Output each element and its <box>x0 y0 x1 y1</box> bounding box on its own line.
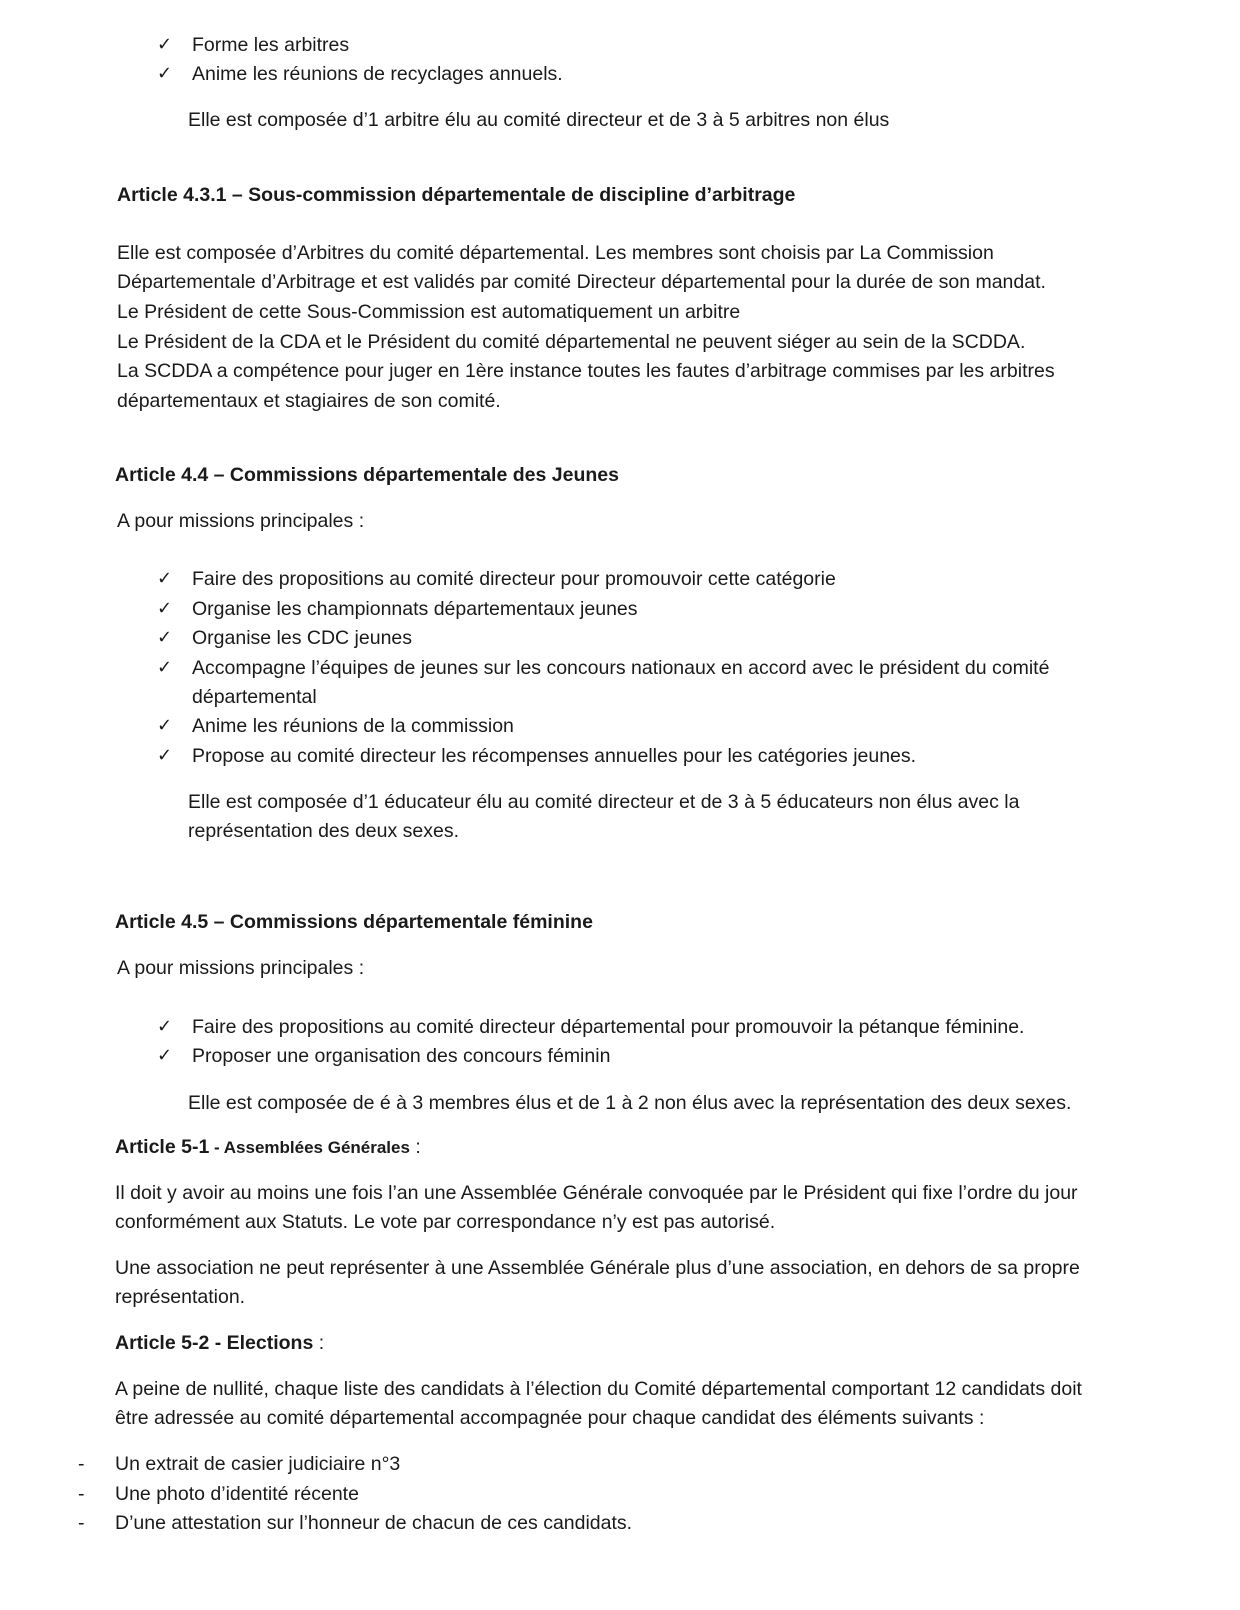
check-icon: ✓ <box>157 745 173 766</box>
paragraph-line: Le Président de cette Sous-Commission est automatiquement un arbitre <box>117 301 741 323</box>
check-icon: ✓ <box>157 715 173 736</box>
list-item: Faire des propositions au comité directeur pour promouvoir cette catégorie <box>192 568 836 590</box>
article-4-5-title: Article 4.5 – Commissions départementale féminine <box>115 911 593 933</box>
article-5-2-title <box>115 1328 324 1358</box>
check-icon: ✓ <box>157 657 173 678</box>
composition-text: Elle est composée de é à 3 membres élus et de 1 à 2 non élus avec la représentation des deux sexes. <box>188 1092 1072 1114</box>
intro-text: A pour missions principales : <box>117 957 365 979</box>
list-item: Organise les CDC jeunes <box>192 627 413 649</box>
article-5-1-title <box>115 1132 421 1163</box>
list-item: Anime les réunions de la commission <box>192 715 514 737</box>
intro-text: A pour missions principales : <box>117 510 365 532</box>
check-icon: ✓ <box>157 568 173 589</box>
paragraph-line: Une association ne peut représenter à une Assemblée Générale plus d’une association, en dehors de sa propre <box>115 1257 1080 1279</box>
paragraph-line: Départementale d’Arbitrage et est validés par comité Directeur départemental pour la durée de son mandat. <box>117 271 1046 293</box>
paragraph-line: conformément aux Statuts. Le vote par correspondance n’y est pas autorisé. <box>115 1211 776 1233</box>
paragraph-line: Elle est composée d’Arbitres du comité départemental. Les membres sont choisis par La Commission <box>117 242 994 264</box>
dash-bullet-icon: - <box>78 1453 85 1475</box>
list-item: Proposer une organisation des concours féminin <box>192 1045 611 1067</box>
list-item: Accompagne l’équipes de jeunes sur les concours nationaux en accord avec le président du comité <box>192 657 1050 679</box>
list-item: Anime les réunions de recyclages annuels. <box>192 63 563 85</box>
dash-bullet-icon: - <box>78 1512 85 1534</box>
paragraph-line: Le Président de la CDA et le Président du comité départemental ne peuvent siéger au sein de la SCDDA. <box>117 331 1026 353</box>
article-5-2-colon: : <box>313 1332 325 1354</box>
composition-text: Elle est composée d’1 arbitre élu au comité directeur et de 3 à 5 arbitres non élus <box>188 109 890 131</box>
check-icon: ✓ <box>157 34 173 55</box>
check-icon: ✓ <box>157 1045 173 1066</box>
article-5-1-colon: : <box>409 1136 421 1158</box>
paragraph-line: être adressée au comité départemental accompagnée pour chaque candidat des éléments suivants : <box>115 1407 985 1429</box>
list-item: D’une attestation sur l’honneur de chacun de ces candidats. <box>115 1512 633 1534</box>
article-4-4-title: Article 4.4 – Commissions départementale des Jeunes <box>115 464 619 486</box>
list-item-continuation: départemental <box>192 686 317 708</box>
list-item: Un extrait de casier judiciaire n°3 <box>115 1453 401 1475</box>
composition-text: Elle est composée d’1 éducateur élu au comité directeur et de 3 à 5 éducateurs non élus avec la <box>188 791 1020 813</box>
paragraph-line: représentation. <box>115 1286 246 1308</box>
check-icon: ✓ <box>157 598 173 619</box>
check-icon: ✓ <box>157 1016 173 1037</box>
article-5-1-label: Article 5-1 <box>115 1136 210 1158</box>
paragraph-line: La SCDDA a compétence pour juger en 1ère instance toutes les fautes d’arbitrage commises par les arbitres <box>117 360 1055 382</box>
article-5-1-subtitle: - Assemblées Générales <box>209 1138 410 1157</box>
check-icon: ✓ <box>157 63 173 84</box>
list-item: Faire des propositions au comité directeur départemental pour promouvoir la pétanque féminine. <box>192 1016 1025 1038</box>
paragraph-line: Il doit y avoir au moins une fois l’an une Assemblée Générale convoquée par le Président qui fixe l’ordre du jour <box>115 1182 1078 1204</box>
paragraph-line: départementaux et stagiaires de son comité. <box>117 390 501 412</box>
article-4-3-1-title: Article 4.3.1 – Sous-commission départementale de discipline d’arbitrage <box>117 184 796 206</box>
paragraph-line: A peine de nullité, chaque liste des candidats à l’élection du Comité départemental comportant 12 candidats doit <box>115 1378 1082 1400</box>
dash-bullet-icon: - <box>78 1483 85 1505</box>
list-item: Organise les championnats départementaux jeunes <box>192 598 638 620</box>
article-5-2-label: Article 5-2 - Elections <box>115 1332 314 1354</box>
check-icon: ✓ <box>157 627 173 648</box>
list-item: Une photo d’identité récente <box>115 1483 359 1505</box>
composition-text: représentation des deux sexes. <box>188 820 460 842</box>
list-item: Propose au comité directeur les récompenses annuelles pour les catégories jeunes. <box>192 745 917 767</box>
list-item: Forme les arbitres <box>192 34 350 56</box>
